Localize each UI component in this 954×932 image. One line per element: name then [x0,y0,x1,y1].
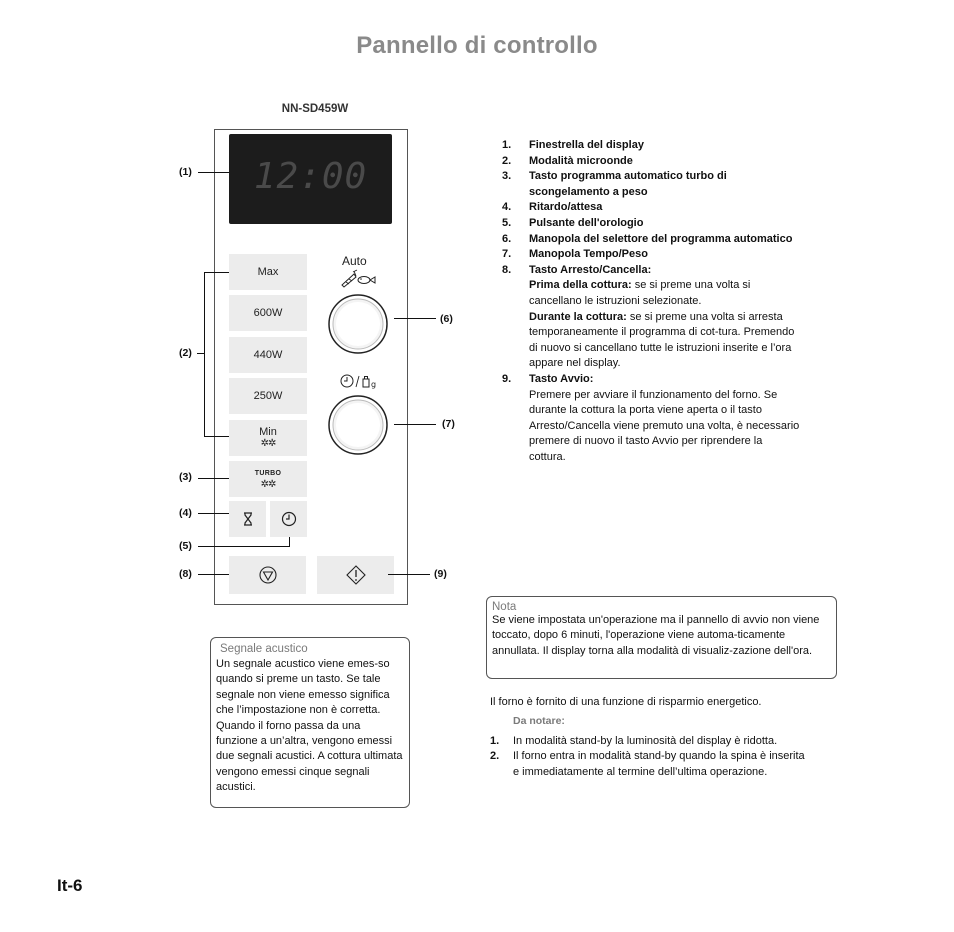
min-button[interactable] [229,420,307,456]
energy-list [490,734,810,780]
list-title: Tasto programma automatico turbo di scongelamento a peso [529,170,727,198]
display-time: 12:00 [253,156,368,197]
list-num: 9. [502,372,512,385]
leader-line-5 [198,546,289,547]
600w-button[interactable] [229,295,307,331]
component-list [502,138,802,465]
auto-label: Auto [342,254,367,268]
list-num: 7. [502,248,512,261]
list-item [502,247,802,263]
stop-reset-button[interactable] [229,556,306,594]
250w-button[interactable] [229,378,307,414]
time-weight-icon [339,373,381,389]
leader-line-9 [388,574,430,575]
leader-line-2 [197,353,204,354]
callout-2: (2) [179,347,192,359]
delay-stand-button[interactable] [229,501,266,537]
nota-title: Nota [492,601,517,613]
list-item [502,138,802,154]
before-cooking-text: se si preme una volta si cancellano le istruzioni selezionate. [529,279,751,307]
leader-line-3 [198,478,229,479]
bracket-2-bottom [204,436,229,437]
food-icon [340,268,376,288]
bracket-2 [204,272,205,437]
440w-label: 440W [253,348,283,361]
list-text: In modalità stand-by la luminosità del display è ridotta. [513,735,778,747]
list-num: 2. [502,154,512,167]
nota-text: Se viene impostata un'operazione ma il pannello di avvio non viene toccato, dopo 6 minuti, l'operazione viene automa-ticamente annullata. Il display torna alla modalità di visualiz-zazione dell'ora. [492,614,820,657]
list-title: Manopola Tempo/Peso [529,248,648,261]
list-item [490,749,810,780]
turbo-defrost-icon: ✲✲ [260,479,276,490]
start-button[interactable] [317,556,394,594]
leader-line-8 [198,574,229,575]
list-title: Modalità microonde [529,154,633,167]
list-item [502,169,802,200]
leader-line-7 [394,424,436,425]
list-item [502,263,802,372]
clock-icon [281,511,297,527]
list-item [502,200,802,216]
callout-4: (4) [179,507,192,519]
600w-label: 600W [253,306,283,319]
callout-9: (9) [434,568,447,580]
during-cooking-label: Durante la cottura: [529,310,627,323]
max-button[interactable] [229,254,307,290]
defrost-icon: ✲✲ [260,438,276,449]
list-num: 6. [502,232,512,245]
list-title: Manopola del selettore del programma automatico [529,232,793,245]
stop-icon [258,565,278,585]
list-num: 2. [490,750,500,763]
energy-intro: Il forno è fornito di una funzione di risparmio energetico. [490,696,762,708]
before-cooking-label: Prima della cottura: [529,279,632,292]
page-number: It-6 [57,876,83,895]
display-window [229,134,392,224]
beep-box [210,637,410,808]
list-num: 1. [502,139,512,151]
callout-5: (5) [179,540,192,552]
time-weight-knob[interactable] [327,394,389,456]
list-num: 8. [502,263,512,276]
list-title: Pulsante dell'orologio [529,216,644,229]
leader-line-6 [394,318,436,319]
250w-label: 250W [253,389,283,402]
list-text: Il forno entra in modalità stand-by quando la spina è inserita e immediatamente al termine dell’ultima operazione. [513,750,805,778]
leader-line-5-up [289,537,290,547]
svg-text:g: g [371,380,377,389]
leader-line-4 [198,513,229,514]
leader-line-1 [198,172,229,173]
list-item [502,232,802,248]
callout-1: (1) [179,166,192,178]
beep-text: Un segnale acustico viene emes-so quando si preme un tasto. Se tale segnale non viene emesso significa che l’impostazione non è corretta. Quando il forno passa da una funzione a un’altra, vengono emessi due segnali acustici. A cottura ultimata vengono emessi cinque segnali acustici. [216,658,403,794]
max-label: Max [257,265,279,278]
list-title: Ritardo/attesa [529,201,603,214]
page-title: Pannello di controllo [356,32,598,59]
list-num: 4. [502,201,512,214]
list-item [490,734,810,749]
turbo-label: TURBO [254,470,282,477]
callout-8: (8) [179,568,192,580]
list-item [502,216,802,232]
model-label: NN-SD459W [281,103,349,115]
list-title: Finestrella del display [529,139,644,151]
nota-box [486,596,837,679]
callout-7: (7) [442,418,455,430]
hourglass-icon [242,512,254,526]
list-item [502,372,802,466]
auto-program-knob[interactable] [327,293,389,355]
clock-button[interactable] [270,501,307,537]
energy-note-label: Da notare: [513,715,565,727]
min-label: Min [259,426,277,438]
beep-title: Segnale acustico [220,643,308,655]
start-description: Premere per avviare il funzionamento del forno. Se durante la cottura la porta viene aperta o il tasto Arresto/Cancella viene premuto una volta, è necessario premere di nuovo il tasto Avvio per riprendere la cottura. [529,388,800,463]
start-icon [345,564,367,586]
list-num: 1. [490,735,500,747]
list-title: Tasto Arresto/Cancella: [529,263,652,276]
callout-6: (6) [440,313,453,325]
bracket-2-top [204,272,229,273]
turbo-defrost-button[interactable] [229,461,307,497]
list-num: 3. [502,170,512,183]
during-cooking-text: se si preme una volta si arresta temporaneamente il programma di cot-tura. Premendo di nuovo si cancellano tutte le istruzioni inserite e l’ora appare nel display. [529,310,795,370]
list-item [502,154,802,170]
list-num: 5. [502,216,512,229]
440w-button[interactable] [229,337,307,373]
list-title: Tasto Avvio: [529,372,594,385]
callout-3: (3) [179,471,192,483]
